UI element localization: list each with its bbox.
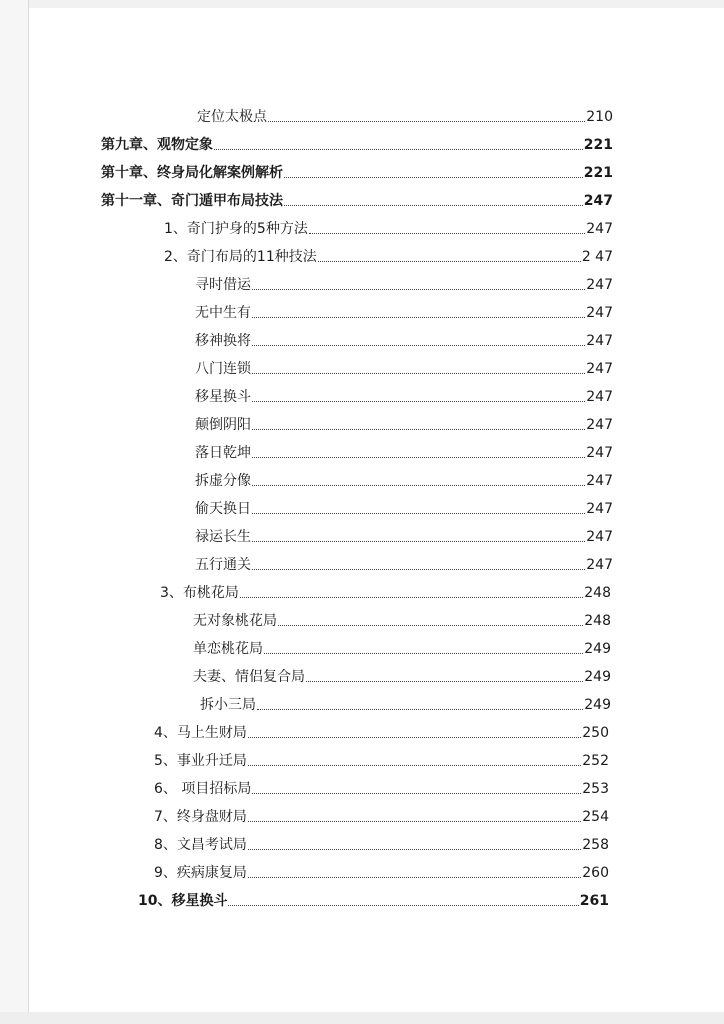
toc-entry-label: 第十一章、奇门遁甲布局技法: [101, 193, 283, 209]
toc-entry-page: 247: [586, 361, 613, 377]
toc-entry[interactable]: [195, 354, 613, 378]
toc-entry-page: 247: [586, 529, 613, 545]
toc-entry-label: 移星换斗: [195, 389, 251, 405]
dot-leader: [252, 400, 585, 402]
toc-entry[interactable]: [197, 102, 613, 126]
toc-entry-page: 247: [586, 277, 613, 293]
toc-entry-page: 248: [584, 585, 611, 601]
toc-entry[interactable]: [195, 494, 613, 518]
toc-entry[interactable]: [193, 634, 611, 658]
dot-leader: [248, 876, 581, 878]
toc-entry-page: 247: [586, 557, 613, 573]
toc-entry-page: 247: [586, 305, 613, 321]
toc-entry[interactable]: [195, 270, 613, 294]
toc-entry-label: 落日乾坤: [195, 445, 251, 461]
toc-entry-label: 拆虚分像: [195, 473, 251, 489]
toc-entry-page: 221: [583, 165, 613, 181]
toc-entry-label: 2、奇门布局的11种技法: [164, 249, 317, 265]
toc-entry-page: 247: [583, 193, 613, 209]
toc-entry[interactable]: [195, 410, 613, 434]
toc-entry-label: 8、文昌考试局: [154, 837, 247, 853]
toc-entry[interactable]: [195, 466, 613, 490]
toc-entry-page: 247: [586, 389, 613, 405]
dot-leader: [309, 232, 585, 234]
toc-entry-label: 颠倒阴阳: [195, 417, 251, 433]
toc-entry-page: 249: [584, 697, 611, 713]
dot-leader: [252, 484, 585, 486]
toc-entry-label: 八门连锁: [195, 361, 251, 377]
dot-leader: [248, 736, 581, 738]
toc-entry-label: 禄运长生: [195, 529, 251, 545]
toc-entry-page: 247: [586, 501, 613, 517]
toc-entry[interactable]: [193, 662, 611, 686]
dot-leader: [306, 680, 583, 682]
dot-leader: [257, 708, 583, 710]
dot-leader: [252, 288, 585, 290]
dot-leader: [252, 344, 585, 346]
dot-leader: [284, 204, 583, 206]
dot-leader: [240, 596, 583, 598]
toc-entry[interactable]: [154, 830, 609, 854]
toc-entry-page: 210: [586, 109, 613, 125]
toc-entry-page: 248: [584, 613, 611, 629]
toc-entry[interactable]: [164, 214, 613, 238]
toc-entry-page: 260: [582, 865, 609, 881]
toc-entry[interactable]: [154, 774, 609, 798]
toc-entry-page: 2 47: [581, 249, 613, 265]
toc-entry[interactable]: [101, 186, 613, 210]
toc-entry-label: 寻时借运: [195, 277, 251, 293]
toc-entry-label: 第十章、终身局化解案例解析: [101, 165, 283, 181]
toc-entry[interactable]: [154, 802, 609, 826]
toc-entry-label: 拆小三局: [200, 697, 256, 713]
toc-entry-label: 第九章、观物定象: [101, 137, 213, 153]
dot-leader: [228, 904, 578, 906]
toc-entry[interactable]: [195, 522, 613, 546]
dot-leader: [252, 316, 585, 318]
dot-leader: [252, 568, 585, 570]
toc-entry-label: 无对象桃花局: [193, 613, 277, 629]
dot-leader: [248, 848, 581, 850]
toc-entry-page: 249: [584, 669, 611, 685]
dot-leader: [264, 652, 583, 654]
toc-entry-page: 247: [586, 221, 613, 237]
toc-entry[interactable]: [195, 438, 613, 462]
toc-entry-page: 261: [579, 893, 609, 909]
dot-leader: [252, 540, 585, 542]
toc-entry-label: 偷天换日: [195, 501, 251, 517]
toc-entry-label: 9、疾病康复局: [154, 865, 247, 881]
dot-leader: [278, 624, 583, 626]
toc-entry-label: 7、终身盘财局: [154, 809, 247, 825]
dot-leader: [268, 120, 585, 122]
dot-leader: [252, 428, 585, 430]
toc-entry[interactable]: [164, 242, 613, 266]
toc-entry-label: 移神换将: [195, 333, 251, 349]
dot-leader: [252, 372, 585, 374]
dot-leader: [248, 820, 581, 822]
toc-entry[interactable]: [154, 718, 609, 742]
toc-entry-page: 253: [582, 781, 609, 797]
toc-entry[interactable]: [195, 298, 613, 322]
toc-entry-page: 221: [583, 137, 613, 153]
toc-entry-page: 247: [586, 473, 613, 489]
dot-leader: [252, 512, 585, 514]
toc-entry-label: 3、布桃花局: [160, 585, 239, 601]
dot-leader: [318, 260, 581, 262]
toc-entry-page: 254: [582, 809, 609, 825]
toc-entry[interactable]: [195, 550, 613, 574]
toc-entry-label: 单恋桃花局: [193, 641, 263, 657]
toc-entry-label: 夫妻、情侣复合局: [193, 669, 305, 685]
toc-entry-label: 4、马上生财局: [154, 725, 247, 741]
toc-entry-label: 6、 项目招标局: [154, 781, 252, 797]
toc-entry-label: 定位太极点: [197, 109, 267, 125]
dot-leader: [248, 764, 581, 766]
toc-entry[interactable]: [193, 606, 611, 630]
toc-entry[interactable]: [200, 690, 611, 714]
toc-entry-page: 247: [586, 445, 613, 461]
toc-entry[interactable]: [154, 858, 609, 882]
toc-entry[interactable]: [195, 382, 613, 406]
toc-entry-page: 247: [586, 333, 613, 349]
toc-entry-label: 5、事业升迁局: [154, 753, 247, 769]
toc-entry-page: 247: [586, 417, 613, 433]
toc-entry-label: 1、奇门护身的5种方法: [164, 221, 308, 237]
toc-entry[interactable]: [138, 886, 609, 910]
dot-leader: [252, 456, 585, 458]
toc-entry[interactable]: [160, 578, 611, 602]
dot-leader: [252, 792, 581, 794]
toc-entry-page: 258: [582, 837, 609, 853]
toc-entry-label: 五行通关: [195, 557, 251, 573]
dot-leader: [214, 148, 583, 150]
toc-entry-page: 249: [584, 641, 611, 657]
dot-leader: [284, 176, 583, 178]
toc-entry[interactable]: [101, 130, 613, 154]
toc-entry-page: 252: [582, 753, 609, 769]
toc-entry-label: 无中生有: [195, 305, 251, 321]
toc-entry[interactable]: [101, 158, 613, 182]
toc-entry-label: 10、移星换斗: [138, 893, 228, 909]
toc-entry-page: 250: [582, 725, 609, 741]
toc-entry[interactable]: [154, 746, 609, 770]
toc-entry[interactable]: [195, 326, 613, 350]
